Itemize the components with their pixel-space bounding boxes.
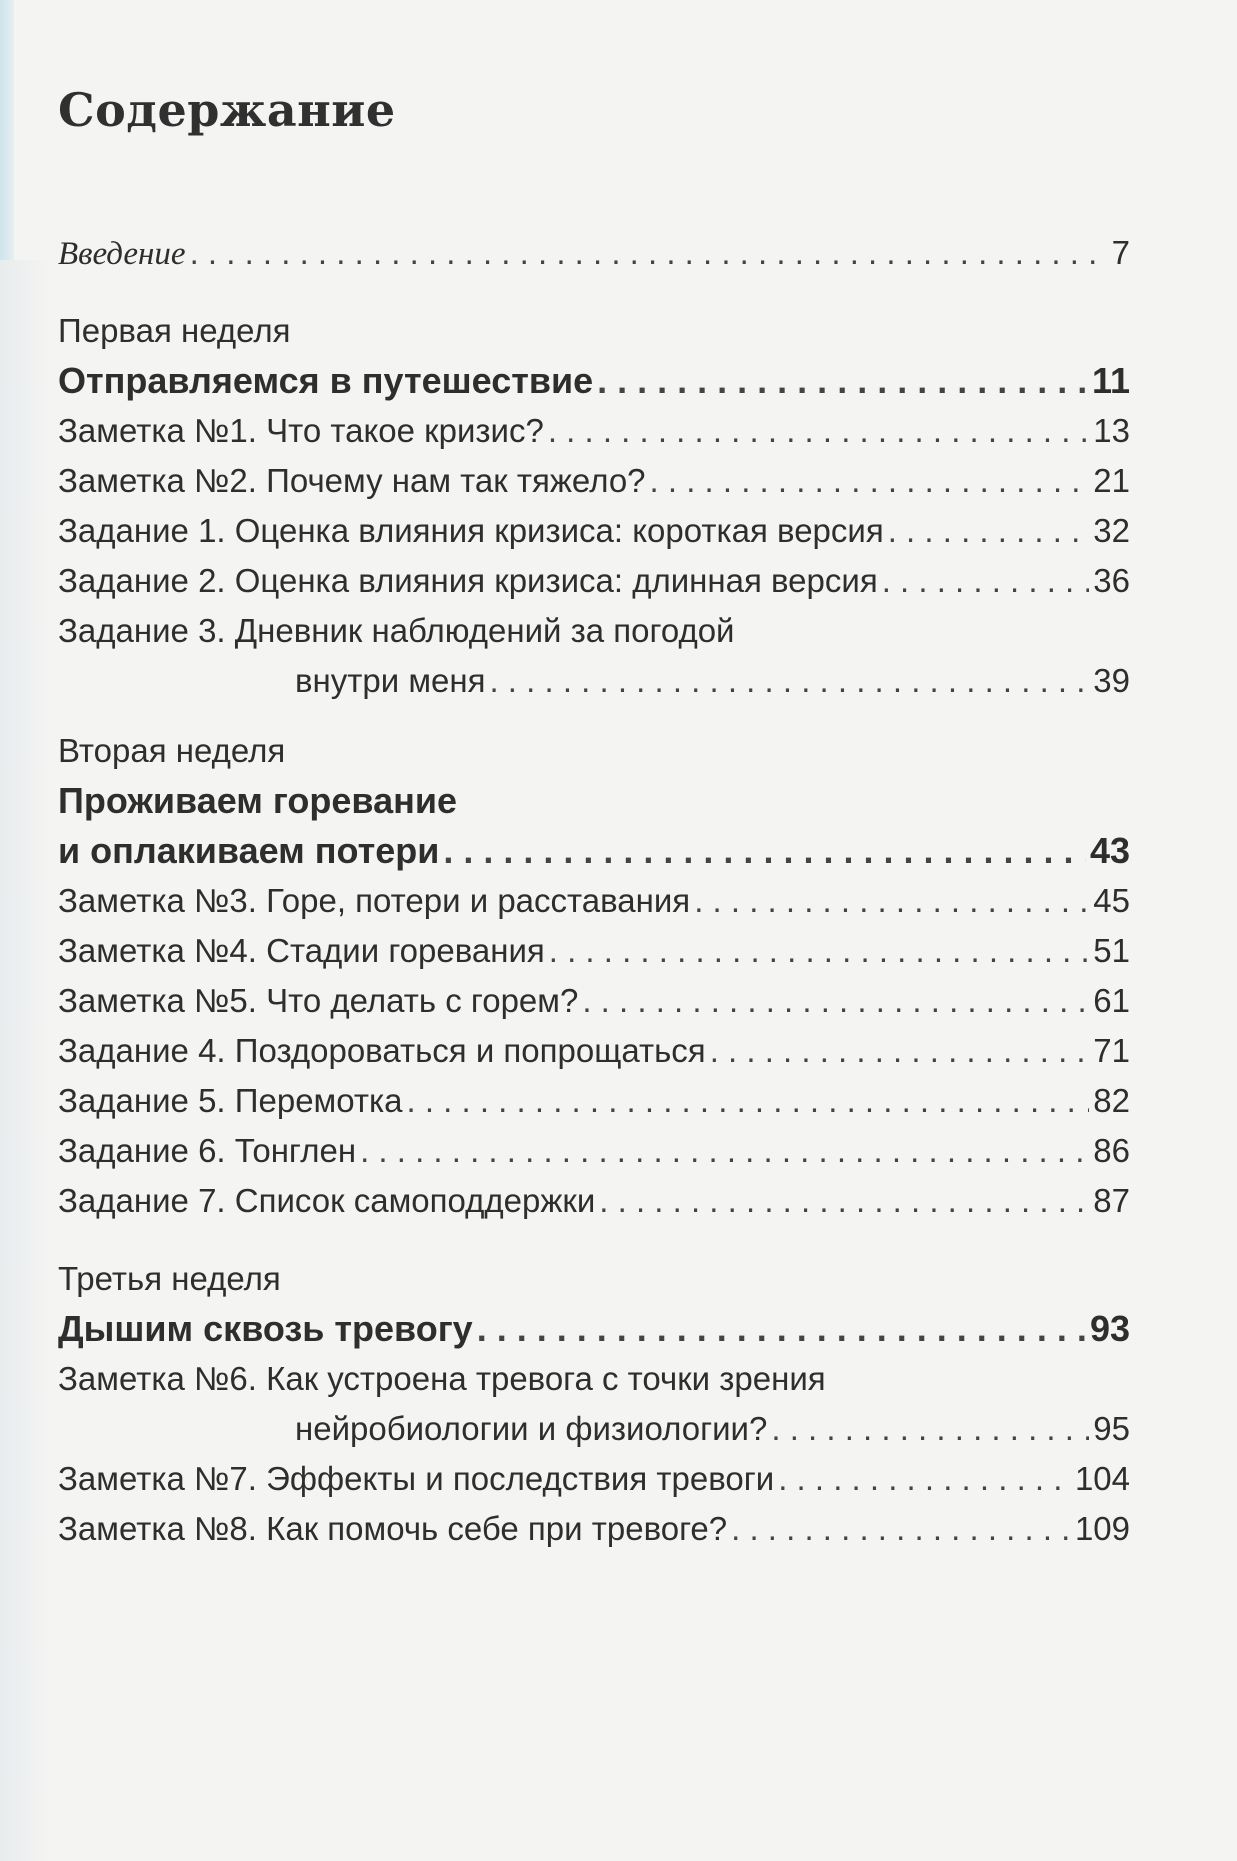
leader-dots bbox=[489, 656, 1089, 706]
week-label: Третья неделя bbox=[58, 1260, 281, 1297]
toc-label: Задание 4. Поздороваться и попрощаться bbox=[58, 1032, 706, 1069]
toc-label: Заметка №2. Почему нам так тяжело? bbox=[58, 462, 646, 499]
toc-item-continuation[interactable] bbox=[58, 656, 1130, 706]
table-of-contents bbox=[58, 80, 1130, 1554]
leader-dots bbox=[731, 1504, 1071, 1554]
leader-dots bbox=[650, 456, 1090, 506]
leader-dots bbox=[882, 556, 1090, 606]
leader-dots bbox=[771, 1404, 1089, 1454]
week-label: Вторая неделя bbox=[58, 732, 286, 769]
leader-dots bbox=[190, 228, 1108, 278]
leader-dots bbox=[360, 1126, 1089, 1176]
toc-part[interactable] bbox=[58, 356, 1130, 406]
leader-dots bbox=[443, 826, 1086, 876]
toc-label: внутри меня bbox=[295, 662, 486, 699]
toc-item[interactable] bbox=[58, 1454, 1130, 1504]
toc-page: 51 bbox=[1093, 932, 1130, 969]
toc-label: Заметка №5. Что делать с горем? bbox=[58, 982, 579, 1019]
toc-page: 61 bbox=[1093, 982, 1130, 1019]
toc-label: Задание 1. Оценка влияния кризиса: короткая версия bbox=[58, 512, 884, 549]
leader-dots bbox=[778, 1454, 1071, 1504]
toc-item[interactable] bbox=[58, 876, 1130, 926]
toc-label: Введение bbox=[58, 236, 186, 272]
leader-dots bbox=[710, 1026, 1090, 1076]
toc-part-continuation[interactable] bbox=[58, 826, 1130, 876]
toc-page: 87 bbox=[1093, 1182, 1130, 1219]
toc-item[interactable] bbox=[58, 1354, 1130, 1404]
toc-label: и оплакиваем потери bbox=[58, 830, 440, 871]
toc-label: Заметка №8. Как помочь себе при тревоге? bbox=[58, 1510, 728, 1547]
toc-label: Проживаем горевание bbox=[58, 780, 457, 821]
toc-part[interactable] bbox=[58, 1304, 1130, 1354]
toc-page: 21 bbox=[1093, 462, 1130, 499]
toc-label: Задание 2. Оценка влияния кризиса: длинная версия bbox=[58, 562, 878, 599]
toc-intro[interactable] bbox=[58, 228, 1130, 278]
leader-dots bbox=[694, 876, 1089, 926]
leader-dots bbox=[548, 406, 1089, 456]
toc-label: Заметка №1. Что такое кризис? bbox=[58, 412, 544, 449]
toc-page: 7 bbox=[1111, 234, 1130, 271]
week-label: Первая неделя bbox=[58, 312, 291, 349]
toc-page: 39 bbox=[1093, 662, 1130, 699]
toc-label: Задание 3. Дневник наблюдений за погодой bbox=[58, 612, 735, 649]
toc-page: 109 bbox=[1074, 1510, 1130, 1547]
toc-item-continuation[interactable] bbox=[58, 1404, 1130, 1454]
toc-page: 93 bbox=[1089, 1308, 1130, 1349]
toc-page: 82 bbox=[1093, 1082, 1130, 1119]
toc-label: Заметка №3. Горе, потери и расставания bbox=[58, 882, 691, 919]
toc-page: 86 bbox=[1093, 1132, 1130, 1169]
leader-dots bbox=[549, 926, 1090, 976]
toc-page: 71 bbox=[1093, 1032, 1130, 1069]
page-gutter bbox=[0, 260, 50, 1861]
toc-item[interactable] bbox=[58, 606, 1130, 656]
toc-label: Заметка №4. Стадии горевания bbox=[58, 932, 545, 969]
toc-item[interactable] bbox=[58, 456, 1130, 506]
page-title: Содержание bbox=[58, 83, 396, 137]
toc-item[interactable] bbox=[58, 1026, 1130, 1076]
toc-item[interactable] bbox=[58, 976, 1130, 1026]
toc-page: 43 bbox=[1089, 830, 1130, 871]
leader-dots bbox=[582, 976, 1089, 1026]
toc-label: Заметка №6. Как устроена тревога с точки зрения bbox=[58, 1360, 826, 1397]
toc-item[interactable] bbox=[58, 1126, 1130, 1176]
toc-label: Дышим сквозь тревогу bbox=[58, 1308, 473, 1349]
toc-label: Задание 7. Список самоподдержки bbox=[58, 1182, 596, 1219]
toc-item[interactable] bbox=[58, 506, 1130, 556]
toc-page: 45 bbox=[1093, 882, 1130, 919]
toc-item[interactable] bbox=[58, 1176, 1130, 1226]
leader-dots bbox=[888, 506, 1090, 556]
toc-item[interactable] bbox=[58, 1076, 1130, 1126]
page-edge bbox=[0, 0, 14, 260]
toc-page: 32 bbox=[1093, 512, 1130, 549]
leader-dots bbox=[597, 356, 1088, 406]
toc-page: 36 bbox=[1093, 562, 1130, 599]
toc-page: 104 bbox=[1074, 1460, 1130, 1497]
leader-dots bbox=[407, 1076, 1090, 1126]
toc-page: 95 bbox=[1093, 1410, 1130, 1447]
toc-page: 13 bbox=[1093, 412, 1130, 449]
toc-label: нейробиологии и физиологии? bbox=[295, 1410, 768, 1447]
leader-dots bbox=[477, 1304, 1086, 1354]
toc-item[interactable] bbox=[58, 926, 1130, 976]
toc-page: 11 bbox=[1091, 360, 1130, 401]
toc-part[interactable] bbox=[58, 776, 1130, 826]
leader-dots bbox=[599, 1176, 1089, 1226]
toc-item[interactable] bbox=[58, 1504, 1130, 1554]
toc-label: Заметка №7. Эффекты и последствия тревоги bbox=[58, 1460, 775, 1497]
toc-item[interactable] bbox=[58, 556, 1130, 606]
toc-label: Отправляемся в путешествие bbox=[58, 360, 594, 401]
toc-item[interactable] bbox=[58, 406, 1130, 456]
toc-label: Задание 5. Перемотка bbox=[58, 1082, 403, 1119]
toc-label: Задание 6. Тонглен bbox=[58, 1132, 357, 1169]
